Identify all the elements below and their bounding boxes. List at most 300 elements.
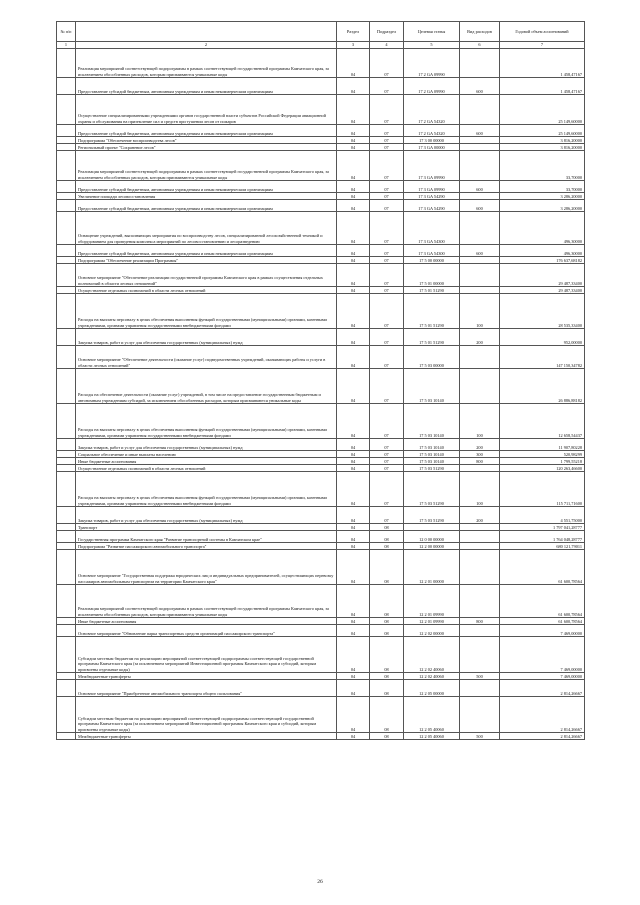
row-amount-cell: 1 764 048,28777 <box>500 531 585 543</box>
row-podrazdel-cell: 08 <box>370 673 404 680</box>
table-row <box>57 585 585 618</box>
row-podrazdel-cell: 07 <box>370 294 404 329</box>
table-row <box>57 451 585 458</box>
row-name-cell: Оснащение учреждений, выполняющих мероприятия по воспроизводству лесов, специализированной лесохозяйственной техникой и оборудованием для проведения комплекса мероприятий по лесовосстановлению и лесоразведению <box>76 212 337 245</box>
page-number: 26 <box>317 879 323 885</box>
row-vid-cell <box>460 531 500 543</box>
row-statya-cell: 17 5 01 51290 <box>404 294 460 329</box>
row-index-cell <box>57 125 76 137</box>
row-index-cell <box>57 151 76 181</box>
row-name-cell: Основное мероприятие "Обеспечение реализации государственной программы Камчатского края в рамках осуществления отдельных полномочий в области лесных отношений" <box>76 264 337 287</box>
row-amount-cell: 33,70000 <box>500 151 585 181</box>
row-razdel-cell: 04 <box>337 264 370 287</box>
row-razdel-cell: 04 <box>337 733 370 740</box>
row-amount-cell: 25 149,60000 <box>500 125 585 137</box>
table-row <box>57 465 585 472</box>
table-row <box>57 625 585 637</box>
row-podrazdel-cell: 08 <box>370 697 404 733</box>
row-podrazdel-cell: 07 <box>370 465 404 472</box>
row-name-cell: Основное мероприятие "Государственная поддержка юридических лиц и индивидуальных предпринимателей, осуществляющих перевозку пассажиров автомобильным транспортом на территории Камчатского края" <box>76 550 337 585</box>
row-razdel-cell: 04 <box>337 524 370 531</box>
table-row <box>57 245 585 257</box>
row-amount-cell: 29 487,33400 <box>500 264 585 287</box>
row-amount-cell: 61 600,78564 <box>500 618 585 625</box>
table-row <box>57 151 585 181</box>
row-statya-cell: 17 2 GA 09990 <box>404 78 460 95</box>
row-podrazdel-cell: 08 <box>370 618 404 625</box>
row-vid-cell: 600 <box>460 200 500 212</box>
row-vid-cell: 800 <box>460 618 500 625</box>
table-row <box>57 733 585 740</box>
table-row <box>57 680 585 697</box>
row-statya-cell: 17 5 03 10140 <box>404 451 460 458</box>
row-index-cell <box>57 264 76 287</box>
row-name-cell: Предоставление субсидий бюджетным, автономным учреждениям и иным некоммерческим организациям <box>76 181 337 193</box>
row-razdel-cell: 04 <box>337 697 370 733</box>
row-name-cell: Транспорт <box>76 524 337 531</box>
header-statya: Целевая статья <box>404 22 460 42</box>
table-row <box>57 181 585 193</box>
row-podrazdel-cell: 07 <box>370 49 404 78</box>
row-statya-cell: 17 3 GA 00000 <box>404 144 460 151</box>
row-amount-cell: 29 487,33400 <box>500 287 585 294</box>
row-statya-cell: 12 2 05 00000 <box>404 680 460 697</box>
row-vid-cell <box>460 287 500 294</box>
row-razdel-cell: 04 <box>337 531 370 543</box>
row-statya-cell: 17 5 03 51290 <box>404 472 460 507</box>
row-amount-cell: 680 121,79011 <box>500 543 585 550</box>
row-vid-cell: 600 <box>460 125 500 137</box>
row-index-cell <box>57 257 76 264</box>
row-razdel-cell: 04 <box>337 78 370 95</box>
row-vid-cell <box>460 257 500 264</box>
row-statya-cell: 17 3 GA 54290 <box>404 200 460 212</box>
table-row <box>57 287 585 294</box>
row-statya-cell: 12 2 05 40060 <box>404 733 460 740</box>
row-vid-cell: 200 <box>460 329 500 346</box>
row-name-cell: Расходы на выплаты персоналу в целях обеспечения выполнения функций государственными (муниципальными) органами, казенными учреждениями, органами управления государственными внебюджетными фондами <box>76 472 337 507</box>
row-podrazdel-cell: 07 <box>370 181 404 193</box>
row-podrazdel-cell: 07 <box>370 404 404 439</box>
row-amount-cell: 1 458,47167 <box>500 49 585 78</box>
row-index-cell <box>57 531 76 543</box>
row-index-cell <box>57 369 76 404</box>
row-razdel-cell: 04 <box>337 125 370 137</box>
row-vid-cell <box>460 346 500 369</box>
row-podrazdel-cell: 07 <box>370 329 404 346</box>
row-razdel-cell: 04 <box>337 346 370 369</box>
row-amount-cell: 176 637,68182 <box>500 257 585 264</box>
table-row <box>57 294 585 329</box>
row-name-cell: Осуществление отдельных полномочий в области лесных отношений <box>76 287 337 294</box>
row-podrazdel-cell: 07 <box>370 451 404 458</box>
table-row <box>57 673 585 680</box>
row-podrazdel-cell: 08 <box>370 524 404 531</box>
row-statya-cell: 17 5 00 00000 <box>404 257 460 264</box>
row-amount-cell: 1 797 041,28777 <box>500 524 585 531</box>
row-statya-cell: 17 5 03 51290 <box>404 507 460 524</box>
row-vid-cell <box>460 585 500 618</box>
row-podrazdel-cell: 07 <box>370 507 404 524</box>
row-name-cell: Расходы на выплаты персоналу в целях обеспечения выполнения функций государственными (муниципальными) органами, казенными учреждениями, органами управления государственными внебюджетными фондами <box>76 404 337 439</box>
row-podrazdel-cell: 08 <box>370 585 404 618</box>
header-name <box>76 22 337 42</box>
header-podrazdel: Подраздел <box>370 22 404 42</box>
row-razdel-cell: 04 <box>337 294 370 329</box>
header-vid: Вид расходов <box>460 22 500 42</box>
column-numbers-row <box>57 42 585 49</box>
row-amount-cell: 25 149,60000 <box>500 95 585 125</box>
row-razdel-cell: 04 <box>337 329 370 346</box>
row-index-cell <box>57 465 76 472</box>
row-statya-cell: 17 3 00 00000 <box>404 137 460 144</box>
row-index-cell <box>57 200 76 212</box>
table-row <box>57 543 585 550</box>
row-razdel-cell: 04 <box>337 472 370 507</box>
row-amount-cell: 1 799,55218 <box>500 458 585 465</box>
row-razdel-cell: 04 <box>337 550 370 585</box>
row-statya-cell: 17 5 03 10140 <box>404 369 460 404</box>
row-index-cell <box>57 680 76 697</box>
table-row <box>57 531 585 543</box>
row-name-cell: Государственная программа Камчатского края "Развитие транспортной системы в Камчатском крае" <box>76 531 337 543</box>
row-amount-cell: 4 551,75000 <box>500 507 585 524</box>
table-row <box>57 193 585 200</box>
row-podrazdel-cell: 07 <box>370 245 404 257</box>
row-razdel-cell: 04 <box>337 193 370 200</box>
row-vid-cell <box>460 144 500 151</box>
row-vid-cell: 600 <box>460 245 500 257</box>
col-number: 5 <box>404 42 460 49</box>
header-razdel: Раздел <box>337 22 370 42</box>
row-razdel-cell: 04 <box>337 181 370 193</box>
row-podrazdel-cell: 08 <box>370 543 404 550</box>
row-name-cell: Осуществление специализированными учреждениями органов государственной власти субъектов Российской Федерации авиационной охраны и обслуживания на приземление сил и средств при тушении лесов от пожаров <box>76 95 337 125</box>
row-name-cell: Реализация мероприятий соответствующей подпрограммы в рамках соответствующей государственной программы Камчатского края, за исключением обособленных расходов, которым присваиваются уникальные коды <box>76 151 337 181</box>
table-row <box>57 125 585 137</box>
row-name-cell: Подпрограмма "Обеспечение воспроизводства лесов" <box>76 137 337 144</box>
row-statya-cell: 12 2 01 09990 <box>404 618 460 625</box>
row-amount-cell: 61 600,78564 <box>500 585 585 618</box>
col-number: 6 <box>460 42 500 49</box>
header-amount: Годовой объем ассигнований <box>500 22 585 42</box>
row-statya-cell: 12 2 02 00000 <box>404 625 460 637</box>
row-index-cell <box>57 346 76 369</box>
row-statya-cell: 12 0 00 00000 <box>404 531 460 543</box>
row-vid-cell: 100 <box>460 404 500 439</box>
row-vid-cell: 200 <box>460 507 500 524</box>
row-podrazdel-cell: 08 <box>370 733 404 740</box>
row-name-cell: Увеличение площади лесовосстановления <box>76 193 337 200</box>
table-row <box>57 369 585 404</box>
row-statya-cell: 17 5 03 10140 <box>404 439 460 451</box>
row-podrazdel-cell: 07 <box>370 472 404 507</box>
row-vid-cell <box>460 137 500 144</box>
row-razdel-cell: 04 <box>337 137 370 144</box>
row-statya-cell: 12 2 02 40060 <box>404 637 460 673</box>
row-index-cell <box>57 181 76 193</box>
row-podrazdel-cell: 08 <box>370 531 404 543</box>
row-podrazdel-cell: 07 <box>370 439 404 451</box>
row-vid-cell <box>460 49 500 78</box>
row-vid-cell: 600 <box>460 181 500 193</box>
row-amount-cell: 26 886,88182 <box>500 369 585 404</box>
row-index-cell <box>57 673 76 680</box>
row-vid-cell <box>460 369 500 404</box>
col-number: 2 <box>76 42 337 49</box>
table-row <box>57 524 585 531</box>
row-vid-cell: 500 <box>460 733 500 740</box>
table-row <box>57 439 585 451</box>
row-index-cell <box>57 733 76 740</box>
row-podrazdel-cell: 08 <box>370 550 404 585</box>
row-vid-cell <box>460 264 500 287</box>
row-index-cell <box>57 329 76 346</box>
row-razdel-cell: 04 <box>337 369 370 404</box>
row-amount-cell: 7 469,00000 <box>500 637 585 673</box>
row-name-cell: Предоставление субсидий бюджетным, автономным учреждениям и иным некоммерческим организациям <box>76 125 337 137</box>
row-razdel-cell: 04 <box>337 212 370 245</box>
row-amount-cell: 7 469,00000 <box>500 673 585 680</box>
col-number: 4 <box>370 42 404 49</box>
row-index-cell <box>57 212 76 245</box>
row-amount-cell: 3 286,20000 <box>500 193 585 200</box>
row-podrazdel-cell: 07 <box>370 95 404 125</box>
row-podrazdel-cell: 07 <box>370 137 404 144</box>
row-vid-cell <box>460 151 500 181</box>
table-row <box>57 507 585 524</box>
row-name-cell: Предоставление субсидий бюджетным, автономным учреждениям и иным некоммерческим организациям <box>76 200 337 212</box>
row-vid-cell <box>460 465 500 472</box>
row-index-cell <box>57 294 76 329</box>
row-amount-cell: 11 907,80228 <box>500 439 585 451</box>
row-statya-cell: 17 5 03 00000 <box>404 346 460 369</box>
table-row <box>57 472 585 507</box>
row-name-cell: Закупка товаров, работ и услуг для обеспечения государственных (муниципальных) нужд <box>76 329 337 346</box>
row-vid-cell: 200 <box>460 439 500 451</box>
row-index-cell <box>57 451 76 458</box>
row-podrazdel-cell: 08 <box>370 680 404 697</box>
row-podrazdel-cell: 07 <box>370 151 404 181</box>
row-amount-cell: 1 458,47167 <box>500 78 585 95</box>
table-row <box>57 257 585 264</box>
row-amount-cell: 120 263,46600 <box>500 465 585 472</box>
row-name-cell: Региональный проект "Сохранение лесов" <box>76 144 337 151</box>
row-name-cell: Субсидии местным бюджетам на реализацию мероприятий соответствующей подпрограммы соответствующей государственной программы Камчатского края (за исключением мероприятий Инвестиционной программы Камчатского края и субсидий, которым присвоены отдельные коды) <box>76 637 337 673</box>
row-statya-cell: 17 3 GA 54290 <box>404 193 460 200</box>
row-amount-cell: 952,00000 <box>500 329 585 346</box>
row-index-cell <box>57 49 76 78</box>
row-razdel-cell: 04 <box>337 673 370 680</box>
row-vid-cell <box>460 524 500 531</box>
row-razdel-cell: 04 <box>337 257 370 264</box>
row-vid-cell: 300 <box>460 451 500 458</box>
row-vid-cell <box>460 637 500 673</box>
row-vid-cell: 100 <box>460 472 500 507</box>
row-statya-cell: 17 3 GA 09990 <box>404 151 460 181</box>
row-podrazdel-cell: 07 <box>370 144 404 151</box>
row-name-cell: Основное мероприятие "Приобретение автомобильного транспорта общего пользования" <box>76 680 337 697</box>
row-razdel-cell: 04 <box>337 151 370 181</box>
row-index-cell <box>57 625 76 637</box>
table-row <box>57 95 585 125</box>
row-name-cell: Предоставление субсидий бюджетным, автономным учреждениям и иным некоммерческим организациям <box>76 245 337 257</box>
row-statya-cell: 12 2 01 09990 <box>404 585 460 618</box>
row-podrazdel-cell: 08 <box>370 625 404 637</box>
row-podrazdel-cell: 07 <box>370 257 404 264</box>
row-amount-cell: 2 814,26667 <box>500 697 585 733</box>
row-razdel-cell: 04 <box>337 245 370 257</box>
row-statya-cell: 17 3 GA 54300 <box>404 245 460 257</box>
row-razdel-cell: 04 <box>337 200 370 212</box>
row-razdel-cell: 04 <box>337 439 370 451</box>
table-row <box>57 329 585 346</box>
row-amount-cell: 12 658,54437 <box>500 404 585 439</box>
row-vid-cell: 800 <box>460 458 500 465</box>
row-amount-cell: 3 286,20000 <box>500 200 585 212</box>
row-amount-cell: 3 816,20000 <box>500 137 585 144</box>
row-podrazdel-cell: 08 <box>370 637 404 673</box>
row-name-cell: Реализация мероприятий соответствующей подпрограммы в рамках соответствующей государственной программы Камчатского края, за исключением обособленных расходов, которым присваиваются уникальные коды <box>76 585 337 618</box>
table-row <box>57 78 585 95</box>
row-razdel-cell: 04 <box>337 680 370 697</box>
row-vid-cell <box>460 697 500 733</box>
table-row <box>57 458 585 465</box>
row-name-cell: Расходы на выплаты персоналу в целях обеспечения выполнения функций государственными (муниципальными) органами, казенными учреждениями, органами управления государственными внебюджетными фондами <box>76 294 337 329</box>
row-statya-cell: 17 5 03 51290 <box>404 465 460 472</box>
row-statya-cell: 12 2 05 40060 <box>404 697 460 733</box>
row-podrazdel-cell: 07 <box>370 212 404 245</box>
row-podrazdel-cell: 07 <box>370 369 404 404</box>
row-statya-cell: 17 2 GA 09990 <box>404 49 460 78</box>
row-vid-cell <box>460 193 500 200</box>
row-amount-cell: 496,30000 <box>500 212 585 245</box>
row-razdel-cell: 04 <box>337 144 370 151</box>
row-amount-cell: 3 816,20000 <box>500 144 585 151</box>
row-amount-cell: 496,30000 <box>500 245 585 257</box>
row-amount-cell: 33,70000 <box>500 181 585 193</box>
row-name-cell: Межбюджетные трансферты <box>76 733 337 740</box>
table-row <box>57 697 585 733</box>
row-amount-cell: 61 600,78564 <box>500 550 585 585</box>
row-razdel-cell: 04 <box>337 637 370 673</box>
header-number: № п/п <box>57 22 76 42</box>
row-razdel-cell: 04 <box>337 451 370 458</box>
row-index-cell <box>57 78 76 95</box>
row-razdel-cell: 04 <box>337 507 370 524</box>
row-razdel-cell: 04 <box>337 49 370 78</box>
table-row <box>57 137 585 144</box>
row-vid-cell <box>460 95 500 125</box>
row-razdel-cell: 04 <box>337 465 370 472</box>
row-index-cell <box>57 137 76 144</box>
row-razdel-cell: 04 <box>337 618 370 625</box>
row-razdel-cell: 04 <box>337 404 370 439</box>
row-index-cell <box>57 287 76 294</box>
row-statya-cell <box>404 524 460 531</box>
row-name-cell: Подпрограмма "Обеспечение реализации Программы" <box>76 257 337 264</box>
row-razdel-cell: 04 <box>337 95 370 125</box>
row-vid-cell <box>460 680 500 697</box>
row-vid-cell: 100 <box>460 294 500 329</box>
row-amount-cell: 2 814,26667 <box>500 733 585 740</box>
header-row <box>57 22 585 42</box>
row-name-cell: Расходы на обеспечение деятельности (оказание услуг) учреждений, в том числе на предоставление государственным бюджетным и автономным учреждениям субсидий, за исключением обособленных расходов, которым присваиваются уникальные коды <box>76 369 337 404</box>
row-podrazdel-cell: 07 <box>370 458 404 465</box>
row-index-cell <box>57 637 76 673</box>
table-row <box>57 212 585 245</box>
row-index-cell <box>57 618 76 625</box>
row-name-cell: Субсидии местным бюджетам на реализацию мероприятий соответствующей подпрограммы соответствующей государственной программы Камчатского края (за исключением мероприятий Инвестиционной программы Камчатского края и субсидий, которым присвоены отдельные коды) <box>76 697 337 733</box>
row-index-cell <box>57 404 76 439</box>
col-number: 7 <box>500 42 585 49</box>
table-row <box>57 144 585 151</box>
row-vid-cell <box>460 550 500 585</box>
row-index-cell <box>57 439 76 451</box>
row-statya-cell: 12 2 02 40060 <box>404 673 460 680</box>
row-amount-cell: 115 711,71600 <box>500 472 585 507</box>
col-number: 1 <box>57 42 76 49</box>
row-name-cell: Закупка товаров, работ и услуг для обеспечения государственных (муниципальных) нужд <box>76 507 337 524</box>
table-row <box>57 49 585 78</box>
row-podrazdel-cell: 07 <box>370 78 404 95</box>
row-name-cell: Подпрограмма "Развитие пассажирского автомобильного транспорта" <box>76 543 337 550</box>
row-amount-cell: 2 814,26667 <box>500 680 585 697</box>
row-index-cell <box>57 697 76 733</box>
row-vid-cell <box>460 625 500 637</box>
row-statya-cell: 17 2 GA 54320 <box>404 125 460 137</box>
row-name-cell: Реализация мероприятий соответствующей подпрограммы в рамках соответствующей государственной программы Камчатского края, за исключением обособленных расходов, которым присваиваются уникальные коды <box>76 49 337 78</box>
row-index-cell <box>57 585 76 618</box>
row-statya-cell: 17 5 01 51290 <box>404 329 460 346</box>
row-name-cell: Предоставление субсидий бюджетным, автономным учреждениям и иным некоммерческим организациям <box>76 78 337 95</box>
budget-table <box>56 21 585 740</box>
row-razdel-cell: 04 <box>337 543 370 550</box>
row-razdel-cell: 04 <box>337 585 370 618</box>
row-razdel-cell: 04 <box>337 625 370 637</box>
row-podrazdel-cell: 07 <box>370 287 404 294</box>
row-vid-cell: 600 <box>460 78 500 95</box>
row-name-cell: Осуществление отдельных полномочий в области лесных отношений <box>76 465 337 472</box>
row-podrazdel-cell: 07 <box>370 264 404 287</box>
row-index-cell <box>57 95 76 125</box>
row-statya-cell: 12 2 00 00000 <box>404 543 460 550</box>
table-row <box>57 200 585 212</box>
row-statya-cell: 17 3 GA 09990 <box>404 181 460 193</box>
row-podrazdel-cell: 07 <box>370 200 404 212</box>
row-index-cell <box>57 543 76 550</box>
table-row <box>57 618 585 625</box>
table-row <box>57 404 585 439</box>
row-name-cell: Основное мероприятие "Обеспечение деятельности (оказание услуг) подведомственных учреждений, оказывающих работы и услуги в области лесных отношений" <box>76 346 337 369</box>
row-index-cell <box>57 507 76 524</box>
row-name-cell: Иные бюджетные ассигнования <box>76 458 337 465</box>
row-statya-cell: 12 2 01 00000 <box>404 550 460 585</box>
row-name-cell: Межбюджетные трансферты <box>76 673 337 680</box>
row-vid-cell <box>460 543 500 550</box>
row-name-cell: Основное мероприятие "Обновление парка транспортных средств организаций пассажирского транспорта" <box>76 625 337 637</box>
table-row <box>57 264 585 287</box>
row-podrazdel-cell: 07 <box>370 125 404 137</box>
row-statya-cell: 17 5 03 10140 <box>404 404 460 439</box>
row-podrazdel-cell: 07 <box>370 346 404 369</box>
row-vid-cell <box>460 212 500 245</box>
row-amount-cell: 7 469,00000 <box>500 625 585 637</box>
row-index-cell <box>57 245 76 257</box>
row-statya-cell: 17 5 01 00000 <box>404 264 460 287</box>
table-row <box>57 637 585 673</box>
row-statya-cell: 17 5 03 10140 <box>404 458 460 465</box>
